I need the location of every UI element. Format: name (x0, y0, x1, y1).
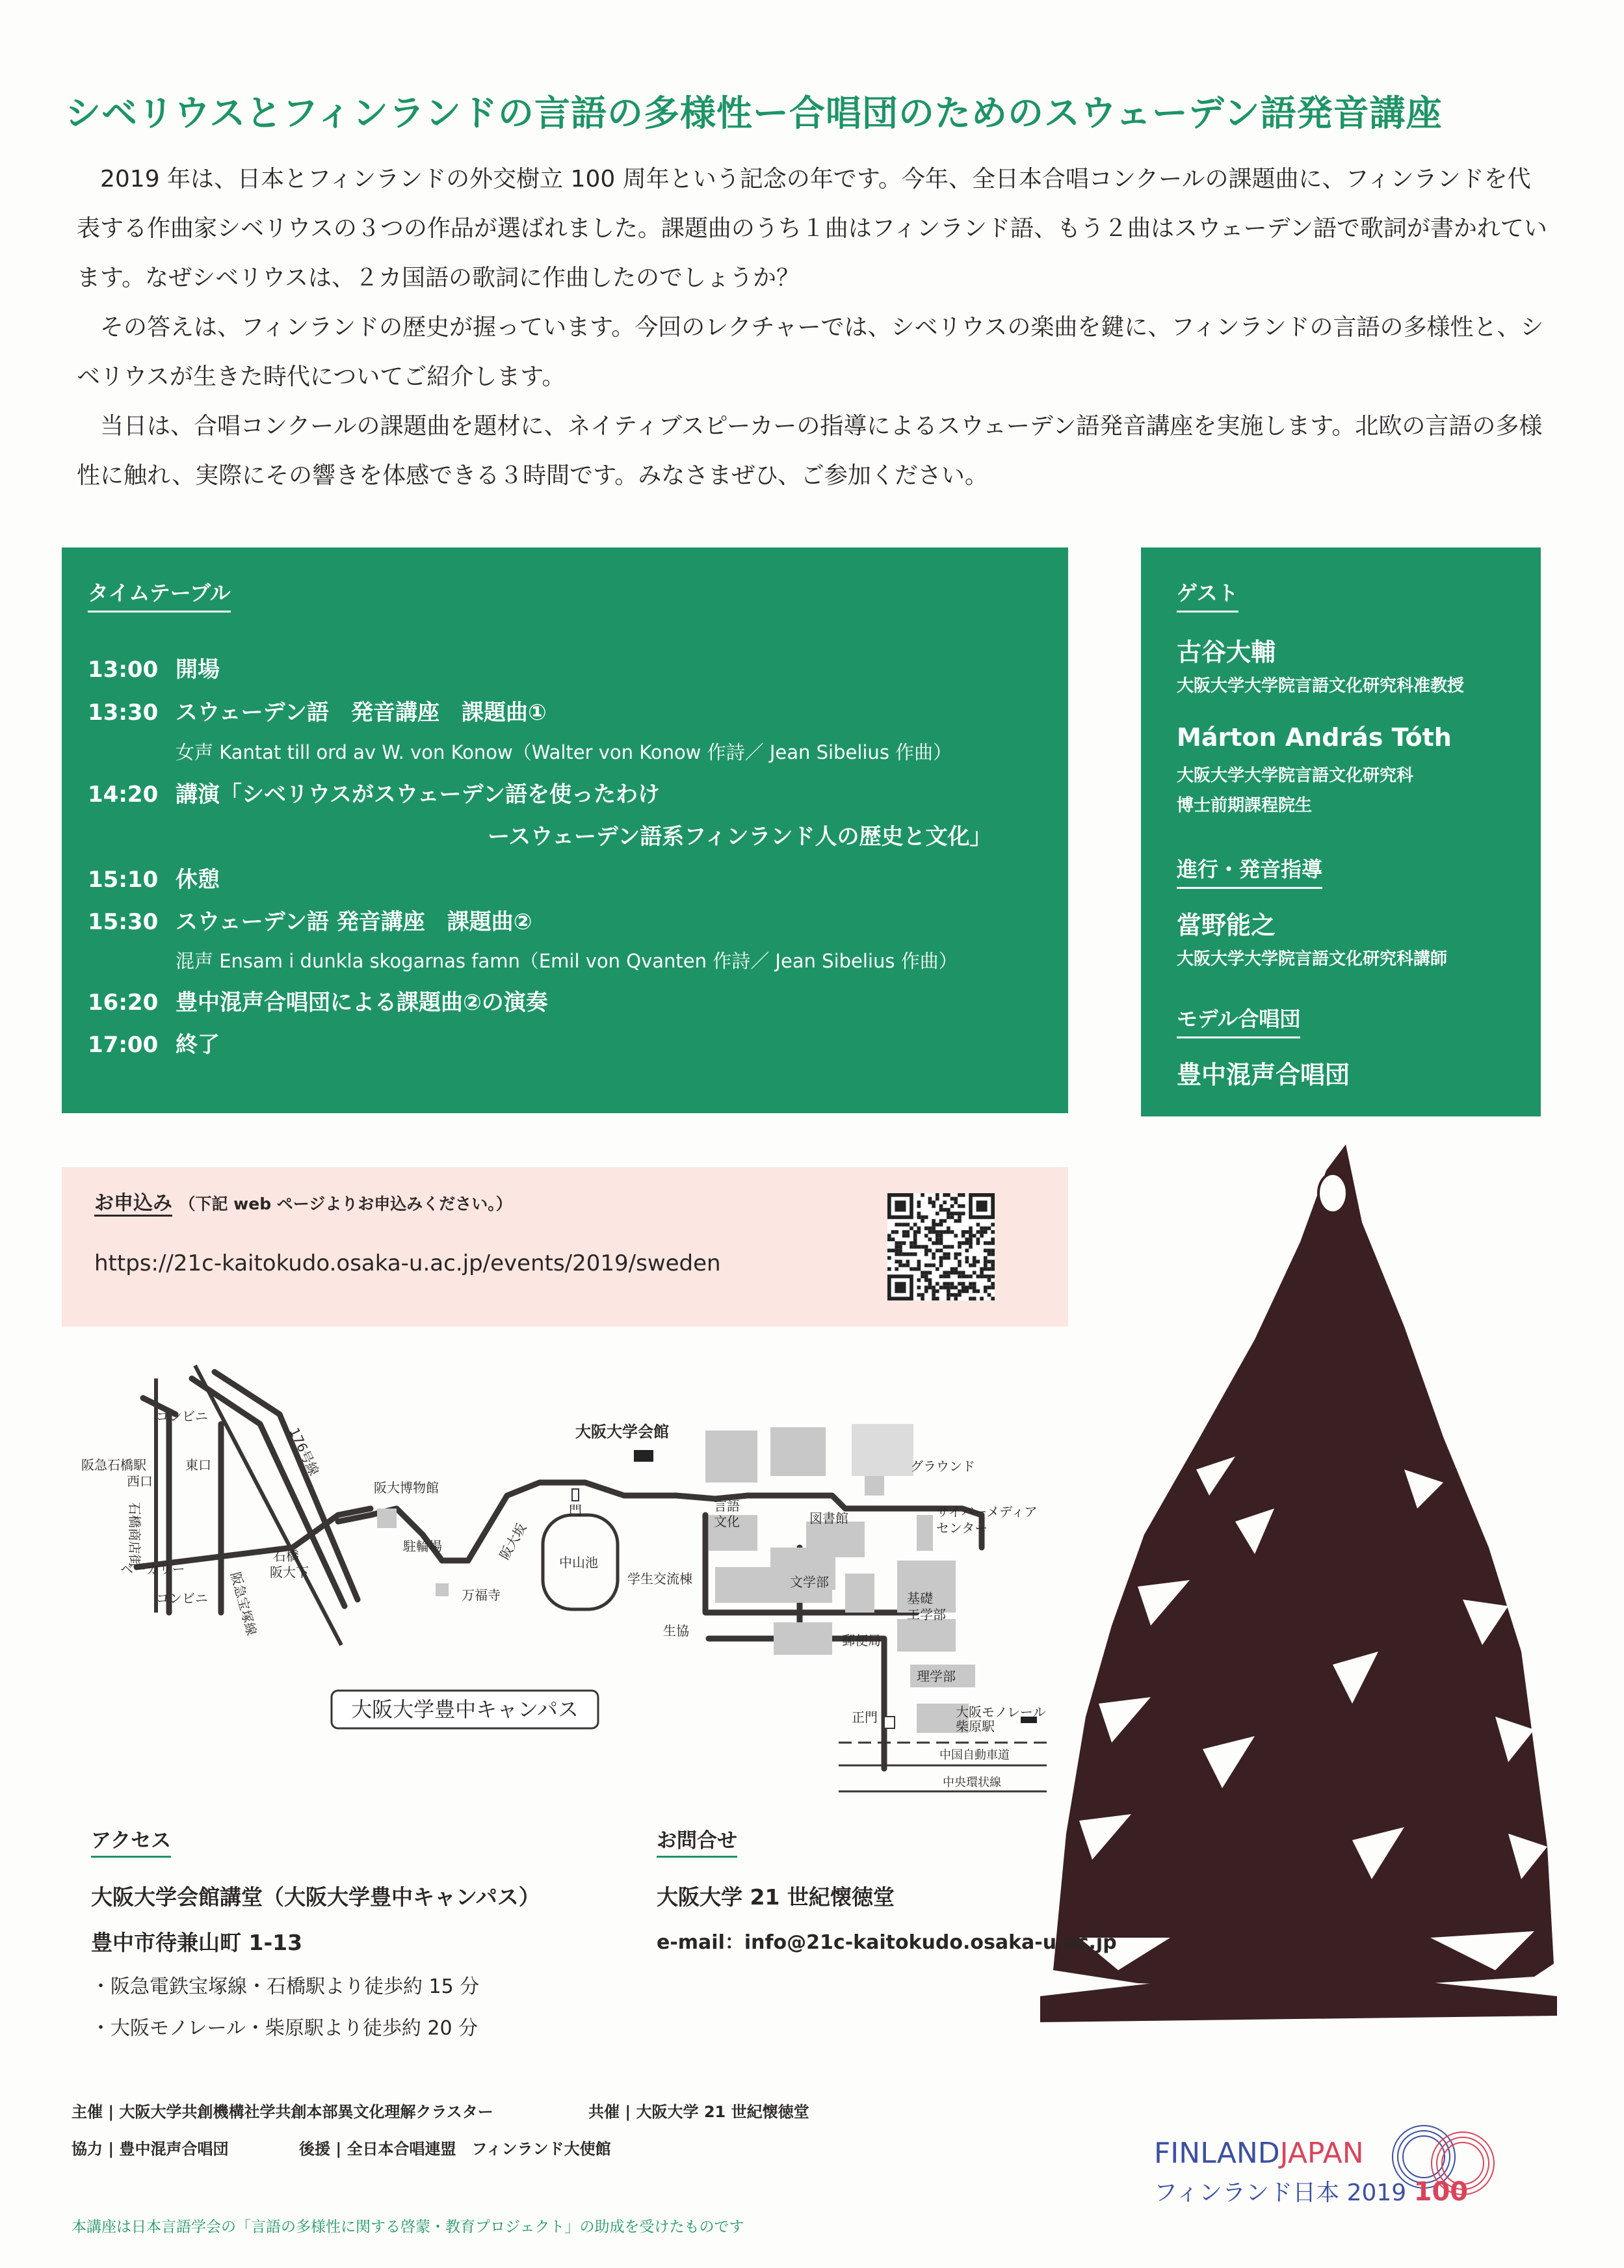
timetable-row: 17:00 終了 (88, 1032, 220, 1058)
credit-support: 後援 | 全日本合唱連盟 フィンランド大使館 (299, 2140, 611, 2158)
timetable-panel (62, 547, 1068, 1113)
apply-note: （下記 web ページよりお申込みください。） (179, 1194, 512, 1213)
map-label-post-office: 郵便局 (842, 1633, 881, 1648)
map-label-monorail: 大阪モノレール (956, 1704, 1046, 1720)
map-label-handaishita: 阪大下 (270, 1564, 309, 1580)
guest-heading: ゲスト (1177, 577, 1238, 613)
apply-panel (62, 1167, 1068, 1326)
map-label-shoutengai: 石橋商店街 (127, 1502, 142, 1567)
timetable-row: 16:20 豊中混声合唱団による課題曲②の演奏 (88, 990, 548, 1016)
map-label-nakayama-pond: 中山池 (559, 1555, 598, 1570)
intro-text (77, 155, 1552, 501)
logo-subtitle: フィンランド日本 2019 (1154, 2180, 1407, 2206)
apply-url-link[interactable]: https://21c-kaitokudo.osaka-u.ac.jp/events/2019/sweden (94, 1250, 721, 1276)
guest-affiliation: 大阪大学大学院言語文化研究科 (1177, 766, 1414, 785)
map-label-main-gate: 正門 (852, 1709, 878, 1725)
intro-paragraph-2: その答えは、フィンランドの歴史が握っています。今回のレクチャーでは、シベリウスの楽曲を鍵に、フィンランドの言語の多様性と、シベリウスが生きた時代についてご紹介します。 (77, 314, 1544, 390)
guest-affiliation: 博士前期課程院生 (1177, 796, 1313, 815)
intro-paragraph-1: 2019 年は、日本とフィンランドの外交樹立 100 周年という記念の年です。今年、全日本合唱コンクールの課題曲に、フィンランドを代表する作曲家シベリウスの３つの作品が選ばれました。課題曲のうち１曲はフィンランド語、もう２曲はスウェーデン語で歌詞が書かれています。なぜシベリウスは、２カ国語の歌詞に作曲したのでしょうか？ (77, 166, 1547, 291)
credit-co-organizer: 共催 | 大阪大学 21 世紀懐徳堂 (588, 2103, 809, 2121)
map-label-cybermedia: サイバーメディア (936, 1504, 1038, 1520)
timetable-row: 15:30 スウェーデン語 発音講座 課題曲② (88, 909, 532, 935)
timetable-row: 13:30 スウェーデン語 発音講座 課題曲① (88, 700, 547, 726)
map-label-student-hall: 学生交流棟 (627, 1571, 692, 1587)
map-label-gengo: 言語 (714, 1498, 740, 1514)
access-heading: アクセス (91, 1824, 171, 1858)
map-label-kiso: 基礎 (907, 1590, 933, 1606)
intro-paragraph-3: 当日は、合唱コンクールの課題曲を題材に、ネイティブスピーカーの指導によるスウェーデン語発音講座を実施します。北欧の言語の多様性に触れ、実際にその響きを体感できる３時間です。みなさまぜひ、ご参加ください。 (77, 413, 1543, 489)
access-route: ・大阪モノレール・柴原駅より徒歩約 20 分 (91, 2017, 478, 2040)
map-label-gate: 門 (569, 1503, 582, 1518)
map-label-ishibashi: 石橋 (273, 1548, 299, 1564)
contact-org: 大阪大学 21 世紀懐徳堂 (657, 1884, 895, 1910)
choir-heading: モデル合唱団 (1177, 1003, 1300, 1038)
map-label-kaikan: 大阪大学会館 (575, 1423, 669, 1441)
contact-email-link[interactable]: e-mail：info@21c-kaitokudo.osaka-u.ac.jp (657, 1931, 1117, 1954)
qr-code[interactable] (887, 1193, 995, 1300)
guest-affiliation: 大阪大学大学院言語文化研究科准教授 (1177, 676, 1465, 696)
timetable-row: 13:00 開場 (88, 657, 220, 683)
host-name: 當野能之 (1177, 911, 1276, 940)
map-label-library: 図書館 (809, 1510, 848, 1526)
map-label-parking: 駐輪場 (403, 1538, 442, 1554)
timetable-row: 15:10 休憩 (88, 867, 220, 893)
campus-label: 大阪大学豊中キャンパス (351, 1697, 579, 1722)
access-route: ・阪急電鉄宝塚線・石橋駅より徒歩約 15 分 (91, 1975, 480, 1998)
map-label-engineering: 工学部 (907, 1607, 946, 1622)
campus-map (65, 1352, 1079, 1801)
map-label-chugoku-expressway: 中国自動車道 (939, 1748, 1010, 1762)
map-label-ground: グラウンド (910, 1458, 975, 1474)
credit-cooperation: 協力 | 豊中混声合唱団 (72, 2140, 229, 2158)
contact-heading: お問合せ (657, 1824, 737, 1858)
spruce-tree-illustration (1040, 1131, 1560, 2100)
map-label-west-exit: 西口 (127, 1473, 153, 1489)
map-label-bunka: 文化 (714, 1514, 740, 1529)
logo-finland: FINLAND (1154, 2137, 1280, 2170)
logo-100: 100 (1413, 2177, 1469, 2207)
map-label-chuo-kanjo: 中央環状線 (943, 1776, 1001, 1789)
finland-japan-logo (1154, 2121, 1518, 2212)
map-label-bakery: ベーカリー (120, 1561, 185, 1577)
guest-name: 古谷大輔 (1177, 638, 1276, 666)
map-label-hankyu-station: 阪急石橋駅 (81, 1457, 146, 1473)
map-label-museum: 阪大博物館 (374, 1480, 439, 1496)
grant-note: 本講座は日本言語学会の「言語の多様性に関する啓蒙・教育プロジェクト」の助成を受けたものです (72, 2219, 744, 2235)
host-heading: 進行・発音指導 (1177, 853, 1322, 889)
timetable-row: 14:20 講演「シベリウスがスウェーデン語を使ったわけ (88, 782, 660, 808)
timetable-subtext: 混声 Ensam i dunkla skogarnas famn（Emil von Qvanten 作詩／ Jean Sibelius 作曲） (176, 950, 958, 972)
map-label-konbini: コンビニ (156, 1408, 208, 1424)
map-label-manpukuji: 万福寺 (462, 1587, 501, 1603)
credit-organizer: 主催 | 大阪大学共創機構社学共創本部異文化理解クラスター (72, 2103, 493, 2121)
timetable-heading: タイムテーブル (88, 577, 231, 613)
map-label-east-exit: 東口 (185, 1457, 211, 1473)
map-label-shibahara: 柴原駅 (956, 1719, 995, 1734)
timetable-subtext: 女声 Kantat till ord av W. von Konow（Walter von Konow 作詩／ Jean Sibelius 作曲） (176, 741, 952, 763)
logo-japan: JAPAN (1279, 2137, 1364, 2170)
access-venue: 大阪大学会館講堂（大阪大学豊中キャンパス） (91, 1884, 540, 1910)
map-label-handaizaka: 阪大坂 (496, 1520, 530, 1563)
page-title: シベリウスとフィンランドの言語の多様性ー合唱団のためのスウェーデン語発音講座 (65, 92, 1443, 134)
apply-label: お申込み (94, 1192, 172, 1217)
access-address: 豊中市待兼山町 1-13 (91, 1930, 303, 1955)
map-label-letters: 文学部 (790, 1574, 829, 1590)
guest-panel (1141, 547, 1541, 1116)
timetable-lecture-subtitle: ースウェーデン語系フィンランド人の歴史と文化」 (488, 824, 992, 850)
map-label-route-176: 176号線 (286, 1425, 322, 1478)
map-label-hankyu-line: 阪急宝塚線 (228, 1570, 260, 1637)
map-label-science: 理学部 (917, 1668, 956, 1684)
host-affiliation: 大阪大学大学院言語文化研究科講師 (1177, 949, 1448, 969)
map-label-konbini-2: コンビニ (156, 1590, 208, 1606)
choir-name: 豊中混声合唱団 (1177, 1061, 1350, 1089)
map-label-cybermedia-center: センター (936, 1520, 988, 1536)
guest-name: Márton András Tóth (1177, 723, 1452, 752)
map-label-coop: 生協 (663, 1623, 689, 1639)
